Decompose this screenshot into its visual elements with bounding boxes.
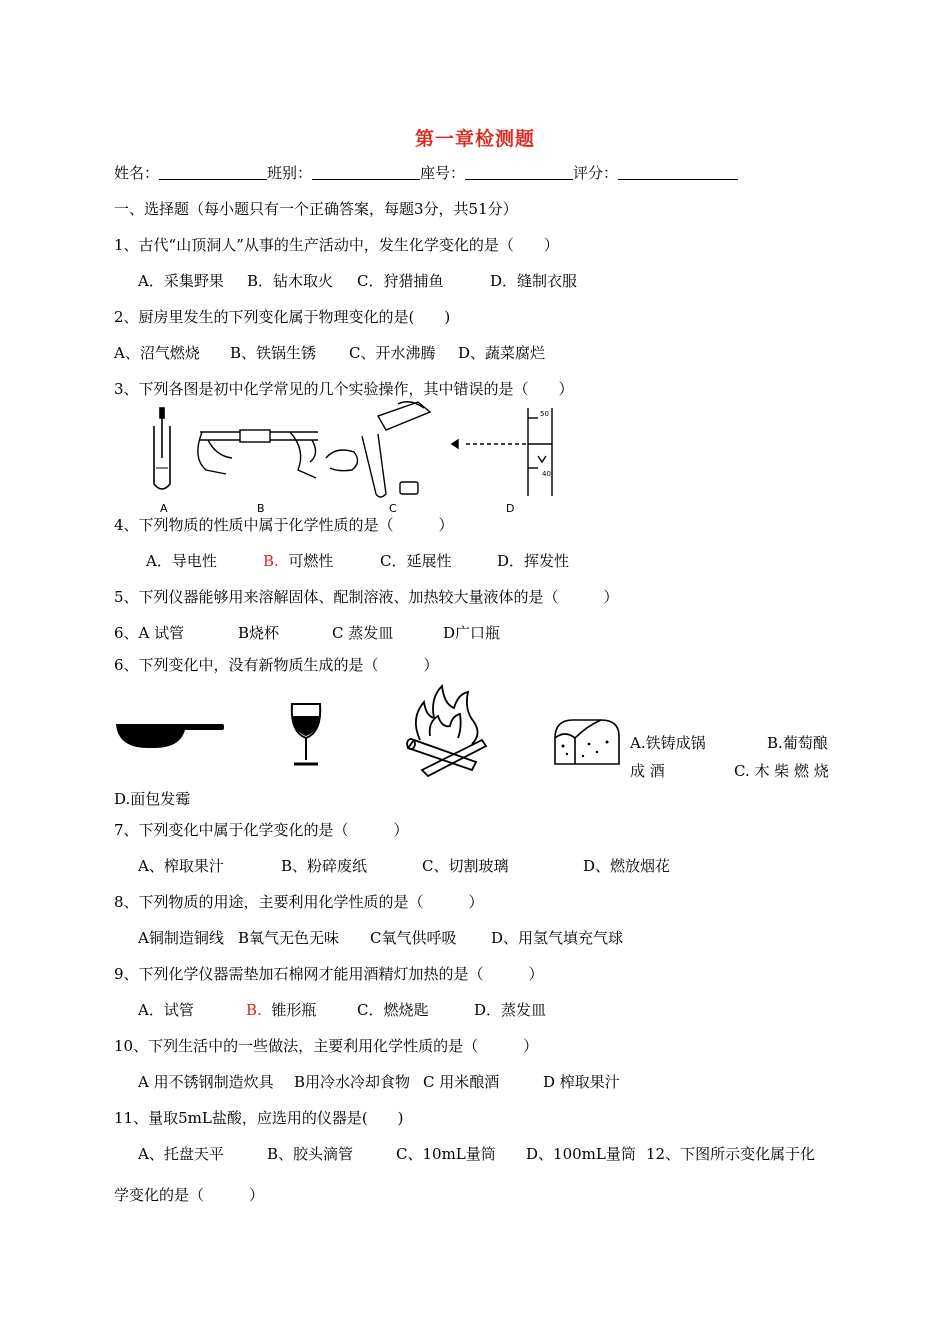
q8-option-a[interactable]: A铜制造铜线 <box>138 929 224 947</box>
q7-option-b[interactable]: B、粉碎废纸 <box>281 857 368 875</box>
q6-option-b[interactable]: B.葡萄酿 <box>767 734 828 752</box>
q1-option-a[interactable]: A．采集野果 <box>138 272 224 290</box>
q6-option-b-cont: 成 酒 <box>630 762 665 780</box>
q7-option-d[interactable]: D、燃放烟花 <box>583 857 671 875</box>
section-heading: 一、选择题（每小题只有一个正确答案，每题3分，共51分） <box>114 200 518 218</box>
q6-option-d[interactable]: D.面包发霉 <box>114 790 191 808</box>
q9-option-b-letter: B. <box>246 1001 262 1019</box>
moldy-bread-icon <box>551 714 623 768</box>
q5-option-d[interactable]: D广口瓶 <box>443 624 501 642</box>
q1-option-b[interactable]: B．钻木取火 <box>247 272 334 290</box>
question-9-stem: 9、下列化学仪器需垫加石棉网才能用酒精灯加热的是（ ） <box>114 965 544 983</box>
lab-operations-figure <box>140 398 580 518</box>
question-6-stem: 6、下列变化中，没有新物质生成的是（ ） <box>114 656 439 674</box>
class-label: 班别： <box>267 164 313 182</box>
figure-label-c: C <box>389 502 397 515</box>
q10-option-d[interactable]: D 榨取果汁 <box>543 1073 620 1091</box>
q4-option-d[interactable]: D．挥发性 <box>497 552 570 570</box>
question-8-stem: 8、下列物质的用途，主要利用化学性质的是（ ） <box>114 893 484 911</box>
figure-label-b: B <box>257 502 265 515</box>
q2-option-c[interactable]: C、开水沸腾 <box>349 344 436 362</box>
q7-option-c[interactable]: C、切割玻璃 <box>422 857 509 875</box>
question-1-stem: 1、古代“山顶洞人”从事的生产活动中，发生化学变化的是（ ） <box>114 236 559 254</box>
q6-option-c[interactable]: C. 木 柴 燃 烧 <box>734 762 829 780</box>
name-field[interactable] <box>159 165 267 180</box>
page-title: 第一章检测题 <box>414 128 535 150</box>
q11-option-c[interactable]: C、10mL量筒 <box>396 1145 496 1163</box>
q8-option-b[interactable]: B氧气无色无味 <box>238 929 340 947</box>
q11-option-b[interactable]: B、胶头滴管 <box>267 1145 354 1163</box>
q9-option-c[interactable]: C．燃烧匙 <box>357 1001 429 1019</box>
seat-label: 座号： <box>420 164 466 182</box>
measuring-cylinder-icon <box>452 408 552 496</box>
question-3-stem: 3、下列各图是初中化学常见的几个实验操作，其中错误的是（ ） <box>114 380 574 398</box>
q2-option-d[interactable]: D、蔬菜腐烂 <box>458 344 546 362</box>
q4-option-b-text: 可燃性 <box>288 552 334 570</box>
score-field[interactable] <box>618 165 738 180</box>
q8-option-d[interactable]: D、用氢气填充气球 <box>491 929 624 947</box>
figure-label-a: A <box>160 502 168 515</box>
q9-option-d[interactable]: D．蒸发皿 <box>474 1001 547 1019</box>
name-label: 姓名： <box>114 164 160 182</box>
question-2-stem: 2、厨房里发生的下列变化属于物理变化的是( ) <box>114 308 451 326</box>
class-field[interactable] <box>312 165 420 180</box>
q10-option-c[interactable]: C 用米酿酒 <box>423 1073 500 1091</box>
figure-label-d: D <box>506 502 515 515</box>
q4-option-a[interactable]: A．导电性 <box>146 552 217 570</box>
wine-glass-icon <box>288 702 324 768</box>
q9-option-b[interactable] <box>246 1000 316 1020</box>
q10-option-a[interactable]: A 用不锈钢制造炊具 <box>138 1073 274 1091</box>
q1-option-c[interactable]: C．狩猎捕鱼 <box>357 272 444 290</box>
q2-option-b[interactable]: B、铁锅生锈 <box>230 344 317 362</box>
question-4-stem: 4、下列物质的性质中属于化学性质的是（ ） <box>114 516 454 534</box>
q8-option-c[interactable]: C氧气供呼吸 <box>370 929 457 947</box>
q5-option-b[interactable]: B烧杯 <box>238 624 280 642</box>
question-11-stem: 11、量取5mL盐酸，应选用的仪器是( ) <box>114 1109 404 1127</box>
q7-option-a[interactable]: A、榨取果汁 <box>138 857 224 875</box>
q2-option-a[interactable]: A、沼气燃烧 <box>114 344 200 362</box>
q10-option-b[interactable]: B用冷水冷却食物 <box>294 1073 411 1091</box>
q5-option-c[interactable]: C 蒸发皿 <box>332 624 394 642</box>
q11-option-a[interactable]: A、托盘天平 <box>138 1145 224 1163</box>
score-label: 评分： <box>573 164 619 182</box>
q11-option-d[interactable]: D、100mL量筒 <box>526 1145 636 1163</box>
hands-holding-tube-icon <box>198 430 318 478</box>
cyl-tick-40: 40 <box>542 470 551 478</box>
student-info-row <box>114 163 738 183</box>
dropper-in-test-tube-icon <box>154 408 170 489</box>
q4-option-b[interactable] <box>263 551 333 571</box>
question-10-stem: 10、下列生活中的一些做法，主要利用化学性质的是（ ） <box>114 1037 539 1055</box>
q1-option-d[interactable]: D．缝制衣服 <box>490 272 578 290</box>
q4-option-c[interactable]: C．延展性 <box>380 552 452 570</box>
question-7-stem: 7、下列变化中属于化学变化的是（ ） <box>114 821 409 839</box>
burning-wood-icon <box>402 682 490 778</box>
seat-field[interactable] <box>465 165 573 180</box>
q6-option-a[interactable]: A.铁铸成锅 <box>630 734 706 752</box>
q5-option-a[interactable]: 6、A 试管 <box>114 624 185 642</box>
q4-option-b-letter: B. <box>263 552 279 570</box>
q9-option-a[interactable]: A．试管 <box>138 1001 194 1019</box>
question-12-stem-part1: 12、下图所示变化属于化 <box>646 1145 816 1163</box>
cyl-tick-50: 50 <box>540 410 549 418</box>
question-5-stem: 5、下列仪器能够用来溶解固体、配制溶液、加热较大量液体的是（ ） <box>114 588 619 606</box>
question-12-stem-part2: 学变化的是（ ） <box>114 1186 265 1204</box>
q9-option-b-text: 锥形瓶 <box>271 1001 317 1019</box>
frying-pan-icon <box>114 720 226 752</box>
pouring-into-tube-icon <box>326 402 430 497</box>
